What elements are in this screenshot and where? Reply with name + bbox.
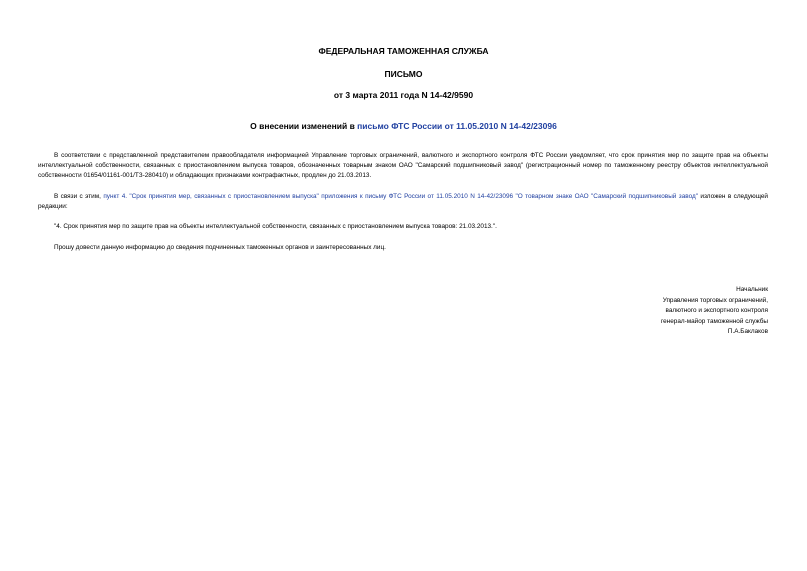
paragraph-2-prefix: В связи с этим, (54, 193, 104, 200)
subject-prefix: О внесении изменений в (250, 121, 358, 131)
document-type-heading: ПИСЬМО (384, 69, 423, 79)
paragraph-2-suffix: изложен в следующей редакции: (38, 193, 769, 210)
body-paragraph-3: "4. Срок принятия мер по защите прав на объекты интеллектуальной собственности, связанных с приостановлением выпуска товаров: 21.03.2013.". (54, 223, 497, 230)
subject-link[interactable]: письмо ФТС России от 11.05.2010 N 14-42/23096 (357, 121, 557, 131)
body-paragraph-4: Прошу довести данную информацию до сведения подчиненных таможенных органов и заинтересованных лиц. (54, 244, 386, 251)
document-date-heading: от 3 марта 2011 года N 14-42/9590 (333, 90, 474, 100)
body-paragraph-2 (38, 192, 768, 212)
signature-line: Управления торговых ограничений, (662, 296, 768, 304)
agency-heading: ФЕДЕРАЛЬНАЯ ТАМОЖЕННАЯ СЛУЖБА (318, 46, 489, 56)
body-paragraph-1: В соответствии с представленной представителем правообладателя информацией Управление торговых ограничений, валютного и экспортного контроля ФТС России уведомляет, что срок принятия мер по защите прав на объекты интеллектуальной собственности, связанных с приостановлением выпуска товаров, обозначенных товарным знаком ОАО "Самарский подшипниковый завод" (регистрационный номер по таможенному реестру объектов интеллектуальной собственности 01654/01161-001/ТЗ-280410) и обладающих признаками контрафактных, продлен до 21.03.2013. (38, 152, 768, 179)
paragraph-2-link[interactable]: пункт 4. "Срок принятия мер, связанных с приостановлением выпуска" приложения к письму ФТС России от 11.05.2010 N 14-42/23096 "О товарном знаке ОАО "Самарский подшипниковый завод" (103, 193, 698, 200)
signature-name: П.А.Баклаков (727, 328, 768, 335)
subject-heading (0, 121, 807, 132)
signature-line: Начальник (736, 286, 768, 293)
signature-line: генерал-майор таможенной службы (660, 317, 768, 325)
signature-line: валютного и экспортного контроля (665, 307, 768, 314)
signature-block (508, 285, 768, 338)
